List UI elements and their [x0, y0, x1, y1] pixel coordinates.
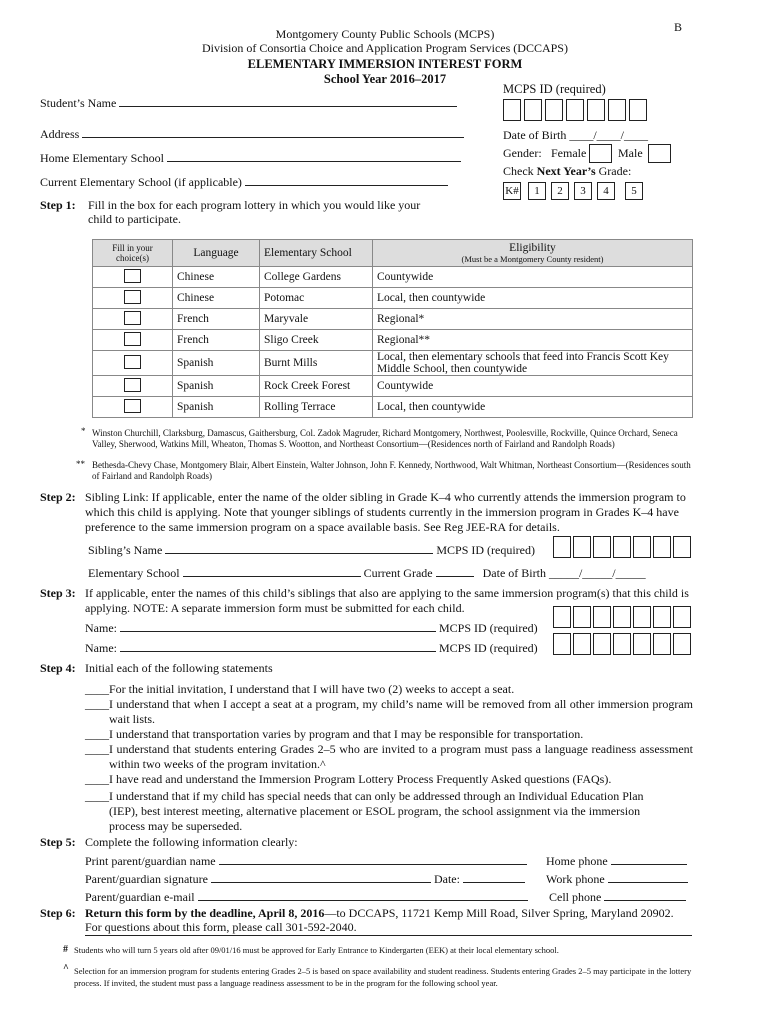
- current-grade-label: Current Grade: [363, 566, 433, 580]
- eligibility-cell: Countywide: [373, 376, 693, 397]
- step3-mcps-id-label: MCPS ID (required): [439, 641, 538, 655]
- eligibility-cell: Countywide: [373, 267, 693, 288]
- language-cell: Chinese: [173, 267, 260, 288]
- fill-cell: [93, 376, 173, 397]
- id-digit-box[interactable]: [633, 633, 651, 655]
- step3-name-row-1: [85, 620, 538, 636]
- program-checkbox[interactable]: [124, 269, 141, 283]
- sibling-mcps-id-boxes[interactable]: [553, 536, 693, 558]
- email-label: Parent/guardian e-mail: [85, 890, 195, 904]
- fill-cell: [93, 397, 173, 418]
- note2-text: Bethesda-Chevy Chase, Montgomery Blair, Albert Einstein, Walter Johnson, John F. Kennedy, Northwood, Walt Whitman, Northeast Consortium—(Residences south of Fairland and Randolph Roads): [92, 460, 691, 481]
- student-name-field[interactable]: [119, 95, 457, 107]
- program-checkbox[interactable]: [124, 355, 141, 369]
- id-digit-box[interactable]: [673, 606, 691, 628]
- language-cell: French: [173, 330, 260, 351]
- id-digit-box[interactable]: [503, 99, 521, 121]
- home-phone-row: [546, 853, 687, 869]
- id-digit-box[interactable]: [613, 606, 631, 628]
- sibling-name-label: Sibling’s Name: [88, 543, 163, 557]
- id-digit-box[interactable]: [524, 99, 542, 121]
- step2-text: Sibling Link: If applicable, enter the name of the older sibling in Grade K–4 who currently attends the immersion program to which this child is applying. Note that younger siblings of students currently in the immersion program in Grades K–4 have preference to the same immersion program on a space available basis. See Reg JEE-RA for details.: [85, 490, 686, 534]
- language-cell: Spanish: [173, 376, 260, 397]
- initial-blank[interactable]: ____: [85, 772, 109, 786]
- eligibility-cell: Local, then elementary schools that feed into Francis Scott Key Middle School, then countywide: [373, 351, 693, 376]
- grade-label: [503, 164, 631, 179]
- header-district: Montgomery County Public Schools (MCPS): [275, 27, 495, 41]
- work-phone-row: [546, 871, 688, 887]
- date-field[interactable]: [463, 871, 525, 883]
- fill-cell: [93, 267, 173, 288]
- initial-blank[interactable]: ____: [85, 682, 109, 696]
- step3-name-field[interactable]: [120, 640, 436, 652]
- sibling-mcps-id-label: MCPS ID (required): [436, 543, 535, 557]
- id-digit-box[interactable]: [633, 536, 651, 558]
- step3-name-label: Name:: [85, 641, 117, 655]
- grade-2-box[interactable]: 2: [551, 182, 569, 200]
- gender-female-checkbox[interactable]: [589, 144, 612, 163]
- email-row: [85, 889, 528, 905]
- school-year: School Year 2016–2017: [323, 72, 447, 86]
- step5-intro: Complete the following information clearly:: [85, 835, 298, 849]
- program-checkbox[interactable]: [124, 378, 141, 392]
- id-digit-box[interactable]: [673, 633, 691, 655]
- address-label: Address: [40, 127, 80, 141]
- home-school-row: [40, 150, 461, 166]
- work-phone-field[interactable]: [608, 871, 688, 883]
- footnote-hash-mark: #: [63, 944, 68, 955]
- id-digit-box[interactable]: [545, 99, 563, 121]
- col-school: Elementary School: [260, 240, 373, 267]
- dob-row: [503, 128, 648, 143]
- home-school-field[interactable]: [167, 150, 461, 162]
- sibling-school-row: [88, 565, 646, 581]
- note1-text: Winston Churchill, Clarksburg, Damascus, Gaithersburg, Col. Zadok Magruder, Richard Montgomery, Northwest, Poolesville, Rockville, Quince Orchard, Seneca Valley, Sherwood, Watkins Mill, Wheaton, Thomas S. Wootton, and Northeast Consortium—(Residences north of Fairland and Randolph Roads): [92, 428, 678, 449]
- current-grade-field[interactable]: [436, 565, 474, 577]
- step1-text2: child to participate.: [88, 212, 181, 226]
- step1-text1: Fill in the box for each program lottery in which you would like your: [88, 198, 421, 212]
- fill-cell: [93, 309, 173, 330]
- step4-intro: Initial each of the following statements: [85, 661, 273, 675]
- program-table-header: [93, 240, 693, 267]
- id-digit-box[interactable]: [613, 633, 631, 655]
- step3-label: Step 3:: [40, 586, 76, 600]
- initial-blank[interactable]: ____: [85, 789, 109, 803]
- step2-label: Step 2:: [40, 490, 76, 504]
- eligibility-cell: Local, then countywide: [373, 288, 693, 309]
- program-checkbox[interactable]: [124, 290, 141, 304]
- col-fill: Fill in your choice(s): [93, 240, 173, 267]
- date-label: Date:: [433, 872, 460, 886]
- form-letter: B: [673, 20, 682, 34]
- id-digit-box[interactable]: [673, 536, 691, 558]
- current-school-field[interactable]: [245, 174, 448, 186]
- form-title: ELEMENTARY IMMERSION INTEREST FORM: [247, 57, 523, 71]
- school-cell: College Gardens: [260, 267, 373, 288]
- table-row: [93, 330, 693, 351]
- statement-3: I understand that transportation varies by program and that I may be responsible for transportation.: [109, 727, 584, 741]
- eligibility-cell: Regional*: [373, 309, 693, 330]
- initial-blank[interactable]: ____: [85, 727, 109, 741]
- language-cell: French: [173, 309, 260, 330]
- table-row: [93, 288, 693, 309]
- step6-questions: For questions about this form, please call 301-592-2040.: [85, 920, 357, 934]
- print-name-row: [85, 853, 527, 869]
- id-digit-box[interactable]: [573, 536, 591, 558]
- id-digit-box[interactable]: [608, 99, 626, 121]
- id-digit-box[interactable]: [593, 633, 611, 655]
- id-digit-box[interactable]: [633, 606, 651, 628]
- school-cell: Rolling Terrace: [260, 397, 373, 418]
- divider: [85, 935, 692, 936]
- statement-4: I understand that students entering Grades 2–5 who are invited to a program must pass a language readiness assessment within two weeks of the program invitation.^: [109, 742, 693, 771]
- step6-text: [85, 906, 674, 921]
- school-cell: Potomac: [260, 288, 373, 309]
- step3-name-row-2: [85, 640, 538, 656]
- step3-text: If applicable, enter the names of this child’s siblings that also are applying to the same immersion program(s) that this child is applying. NOTE: A separate immersion form must be submitted for each child.: [85, 586, 689, 615]
- id-digit-box[interactable]: [593, 536, 611, 558]
- step3-mcps-id-label: MCPS ID (required): [439, 621, 538, 635]
- step4-label: Step 4:: [40, 661, 76, 675]
- signature-row: [85, 871, 525, 887]
- statement-2: I understand that when I accept a seat at a program, my child’s name will be removed from all other immersion program wait lists.: [109, 697, 693, 726]
- note2-mark: **: [76, 459, 85, 469]
- id-digit-box[interactable]: [653, 633, 671, 655]
- mcps-id-boxes[interactable]: [503, 99, 650, 121]
- current-school-label: Current Elementary School (if applicable): [40, 175, 242, 189]
- eligibility-note: (Must be a Montgomery County resident): [461, 254, 604, 264]
- id-digit-box[interactable]: [593, 606, 611, 628]
- statement-5: I have read and understand the Immersion Program Lottery Process Frequently Asked questions (FAQs).: [109, 772, 612, 786]
- cell-phone-field[interactable]: [604, 889, 686, 901]
- gender-female-label: Female: [551, 146, 587, 160]
- gender-label: Gender:: [503, 146, 542, 160]
- mcps-id-label: MCPS ID (required): [503, 82, 606, 96]
- initial-blank[interactable]: ____: [85, 742, 109, 756]
- step3-mcps-id-boxes-1[interactable]: [553, 606, 693, 628]
- grade-label-bold: Next Year’s: [536, 164, 596, 178]
- grade-label-post: Grade:: [595, 164, 632, 178]
- id-digit-box[interactable]: [553, 606, 571, 628]
- program-checkbox[interactable]: [124, 332, 141, 346]
- fill-cell: [93, 330, 173, 351]
- cell-phone-row: [549, 889, 686, 905]
- language-cell: Spanish: [173, 397, 260, 418]
- email-field[interactable]: [198, 889, 528, 901]
- signature-field[interactable]: [211, 871, 431, 883]
- step6-label: Step 6:: [40, 906, 76, 920]
- address-field[interactable]: [82, 126, 464, 138]
- sibling-name-row: [88, 542, 535, 558]
- fill-cell: [93, 351, 173, 376]
- gender-male-checkbox[interactable]: [648, 144, 671, 163]
- grade-4-box[interactable]: 4: [597, 182, 615, 200]
- statement-6: I understand that if my child has special needs that can only be addressed through an Individual Education Plan (IEP), best interest meeting, alternative placement or ESOL program, the school assignment via the immersion process may be superseded.: [109, 789, 644, 833]
- address-row: [40, 126, 464, 142]
- id-digit-box[interactable]: [653, 606, 671, 628]
- language-cell: Spanish: [173, 351, 260, 376]
- sibling-dob-field[interactable]: _____/_____/_____: [548, 566, 646, 580]
- col-eligibility: [373, 240, 693, 267]
- header-division: Division of Consortia Choice and Application Program Services (DCCAPS): [202, 41, 568, 55]
- dob-field[interactable]: ____/____/____: [569, 128, 648, 142]
- grade-3-box[interactable]: 3: [574, 182, 592, 200]
- program-checkbox[interactable]: [124, 399, 141, 413]
- id-digit-box[interactable]: [573, 633, 591, 655]
- step3-name-field[interactable]: [120, 620, 436, 632]
- school-cell: Maryvale: [260, 309, 373, 330]
- note1-mark: *: [81, 426, 86, 436]
- current-school-row: [40, 174, 448, 190]
- grade-label-pre: Check: [503, 164, 537, 178]
- signature-label: Parent/guardian signature: [85, 872, 208, 886]
- program-checkbox[interactable]: [124, 311, 141, 325]
- school-cell: Rock Creek Forest: [260, 376, 373, 397]
- gender-male-label: Male: [618, 146, 643, 160]
- sibling-school-field[interactable]: [183, 565, 361, 577]
- footnote-caret-mark: ^: [63, 963, 69, 974]
- id-digit-box[interactable]: [566, 99, 584, 121]
- dob-label: Date of Birth: [503, 128, 567, 142]
- id-digit-box[interactable]: [629, 99, 647, 121]
- table-row: [93, 376, 693, 397]
- footnote-hash: Students who will turn 5 years old after 09/01/16 must be approved for Early Entrance to Kindergarten (EEK) at their local elementary school.: [74, 945, 559, 955]
- id-digit-box[interactable]: [573, 606, 591, 628]
- cell-phone-label: Cell phone: [549, 890, 602, 904]
- eligibility-title: Eligibility: [509, 242, 556, 254]
- fill-cell: [93, 288, 173, 309]
- eligibility-cell: Local, then countywide: [373, 397, 693, 418]
- student-name-label: Student’s Name: [40, 96, 117, 110]
- home-school-label: Home Elementary School: [40, 151, 164, 165]
- step6-deadline: Return this form by the deadline, April 8, 2016: [85, 906, 325, 920]
- statement-1: For the initial invitation, I understand that I will have two (2) weeks to accept a seat.: [109, 682, 515, 696]
- step3-mcps-id-boxes-2[interactable]: [553, 633, 693, 655]
- id-digit-box[interactable]: [553, 536, 571, 558]
- school-cell: Sligo Creek: [260, 330, 373, 351]
- footnote-caret: Selection for an immersion program for students entering Grades 2–5 is based on space availability and student readiness. Students entering Grades 2–5 may participate in the lottery process. If invited, the student must pass a language readiness assessment to be in the program for the following school year.: [74, 966, 692, 988]
- col-language: Language: [173, 240, 260, 267]
- grade-5-box[interactable]: 5: [625, 182, 643, 200]
- grade-1-box[interactable]: 1: [528, 182, 546, 200]
- student-name-row: [40, 95, 457, 111]
- eligibility-cell: Regional**: [373, 330, 693, 351]
- table-row: [93, 267, 693, 288]
- initial-blank[interactable]: ____: [85, 697, 109, 711]
- program-table: [92, 239, 693, 418]
- sibling-school-label: Elementary School: [88, 566, 180, 580]
- grade-k-box[interactable]: K#: [503, 182, 521, 200]
- language-cell: Chinese: [173, 288, 260, 309]
- id-digit-box[interactable]: [613, 536, 631, 558]
- step5-label: Step 5:: [40, 835, 76, 849]
- id-digit-box[interactable]: [553, 633, 571, 655]
- table-row: [93, 351, 693, 376]
- table-row: [93, 397, 693, 418]
- sibling-dob-label: Date of Birth: [482, 566, 546, 580]
- step6-address: —to DCCAPS, 11721 Kemp Mill Road, Silver Spring, Maryland 20902.: [324, 906, 674, 920]
- step1-label: Step 1:: [40, 198, 76, 212]
- id-digit-box[interactable]: [653, 536, 671, 558]
- home-phone-label: Home phone: [546, 854, 608, 868]
- table-row: [93, 309, 693, 330]
- step3-name-label: Name:: [85, 621, 117, 635]
- home-phone-field[interactable]: [611, 853, 687, 865]
- print-name-label: Print parent/guardian name: [85, 854, 216, 868]
- print-name-field[interactable]: [219, 853, 527, 865]
- work-phone-label: Work phone: [546, 872, 605, 886]
- id-digit-box[interactable]: [587, 99, 605, 121]
- school-cell: Burnt Mills: [260, 351, 373, 376]
- sibling-name-field[interactable]: [165, 542, 433, 554]
